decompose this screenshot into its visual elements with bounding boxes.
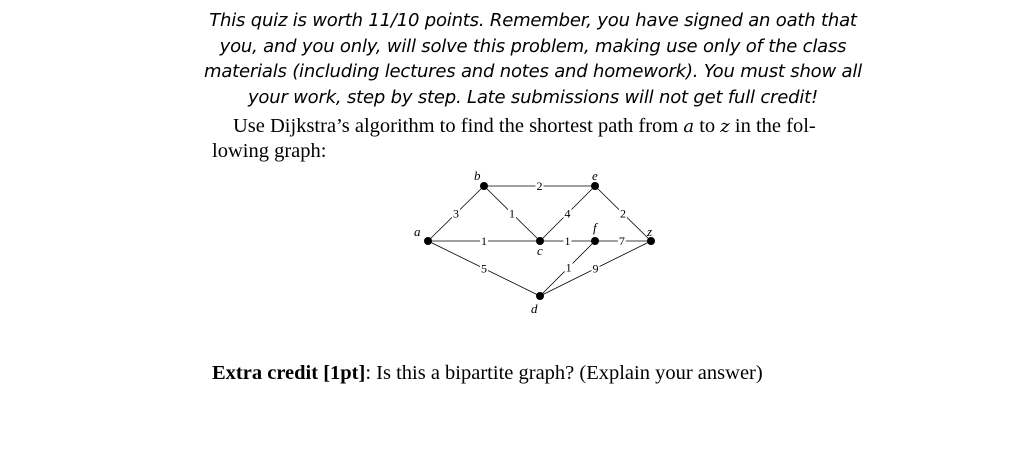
- notice-line-3: materials (including lectures and notes and homework). You must show all: [204, 61, 862, 82]
- vertex-a: [424, 237, 432, 245]
- graph-edge-weights: [452, 179, 627, 276]
- edge-weight-f-z: 7: [618, 234, 625, 248]
- notice-line-4: your work, step by step. Late submissions will not get full credit!: [247, 86, 819, 108]
- edge-weight-b-c: 1: [509, 206, 515, 221]
- var-a: a: [683, 116, 695, 137]
- question-part-3: in the fol-: [729, 115, 816, 137]
- notice-line-2: you, and you only, will solve this problem, making use only of the class: [219, 35, 847, 57]
- vertex-label-b: b: [474, 168, 481, 183]
- edge-weight-e-z: 2: [620, 206, 626, 221]
- vertex-e: [591, 182, 599, 190]
- notice-line-1: This quiz is worth 11/10 points. Remember, you have signed an oath that: [209, 10, 857, 31]
- weighted-graph: [400, 166, 680, 322]
- edge-weight-b-e: 2: [536, 179, 543, 193]
- question-line-2: lowing graph:: [212, 140, 327, 162]
- question-part-1: Use Dijkstra’s algorithm to find the shortest path from: [233, 115, 684, 137]
- edge-weight-d-z: 9: [592, 261, 599, 276]
- honor-notice: [200, 8, 866, 110]
- vertex-label-c: c: [537, 243, 543, 258]
- edge-weight-f-d: 1: [565, 260, 572, 275]
- vertex-label-z: z: [647, 224, 653, 239]
- vertex-label-e: e: [592, 168, 598, 183]
- graph-vertex-labels: [414, 168, 652, 316]
- question-text: [212, 114, 860, 164]
- vertex-f: [591, 237, 599, 245]
- vertex-label-d: d: [531, 301, 538, 316]
- vertex-b: [480, 182, 488, 190]
- var-z: z: [720, 116, 730, 137]
- extra-credit-label: Extra credit [1pt]: [212, 362, 366, 384]
- edge-weight-a-c: 1: [481, 234, 487, 248]
- vertex-label-a: a: [414, 224, 421, 239]
- extra-credit: [212, 361, 912, 386]
- vertex-label-f: f: [593, 220, 597, 235]
- extra-credit-text: : Is this a bipartite graph? (Explain your answer): [365, 362, 763, 384]
- edge-weight-a-d: 5: [481, 261, 487, 276]
- question-part-2: to: [694, 115, 721, 137]
- edge-weight-c-f: 1: [564, 234, 571, 248]
- vertex-d: [536, 292, 544, 300]
- edge-weight-a-b: 3: [453, 206, 459, 221]
- edge-weight-c-e: 4: [564, 206, 571, 221]
